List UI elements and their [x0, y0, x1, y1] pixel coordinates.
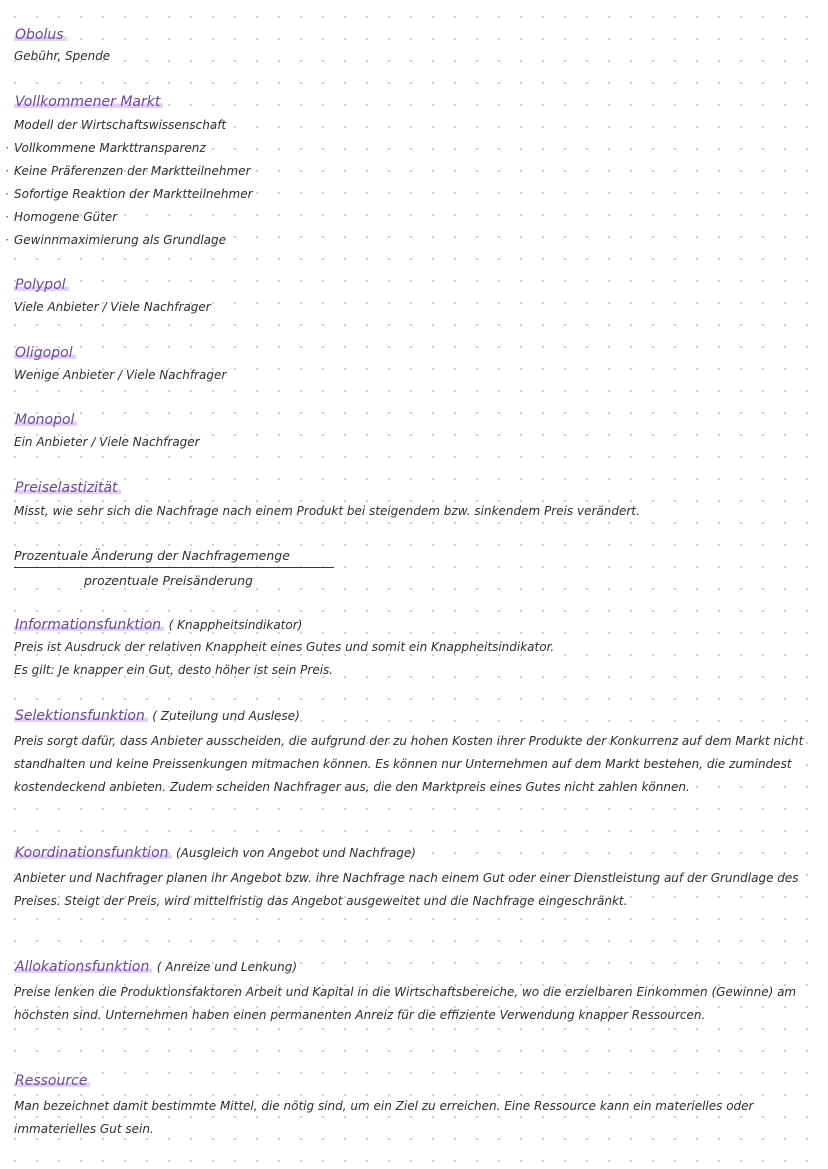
text-ressource: Man bezeichnet damit bestimmte Mittel, die nötig sind, um ein Ziel zu erreichen. Eine Ressource kann ein materielles oder immaterielles Gut sein. [14, 1099, 754, 1136]
subtitle-informationsfunktion: ( Knappheitsindikator) [168, 618, 303, 632]
heading-informationsfunktion: Informationsfunktion ( Knappheitsindikator) [15, 617, 303, 633]
markt-line-3: · Keine Präferenzen der Marktteilnehmer [14, 163, 251, 179]
text-preiselastizitaet: Misst, wie sehr sich die Nachfrage nach einem Produkt bei steigendem bzw. sinkendem Preis verändert. [14, 504, 640, 518]
markt-line-4: · Sofortige Reaktion der Marktteilnehmer [14, 186, 253, 202]
heading-selektionsfunktion: Selektionsfunktion ( Zuteilung und Auslese) [15, 708, 300, 724]
heading-allokationsfunktion: Allokationsfunktion ( Anreize und Lenkung) [15, 959, 298, 975]
heading-ressource: Ressource [14, 1072, 90, 1090]
markt-line-2: · Vollkommene Markttransparenz [14, 140, 206, 156]
subtitle-allokationsfunktion: ( Anreize und Lenkung) [156, 960, 298, 974]
markt-line-5: · Homogene Güter [14, 209, 117, 225]
information-line-1: Preis ist Ausdruck der relativen Knappheit eines Gutes und somit ein Knappheitsindikator. [14, 640, 555, 654]
heading-preiselastizitaet: Preiselastizität [14, 479, 121, 497]
formula-numerator: Prozentuale Änderung der Nachfragemenge [14, 548, 290, 563]
markt-line-1: Modell der Wirtschaftswissenschaft [14, 118, 227, 132]
heading-polypol: Polypol [14, 276, 69, 294]
heading-obolus: Obolus [14, 26, 67, 44]
markt-line-6: · Gewinnmaximierung als Grundlage [14, 232, 226, 248]
fraction-line [14, 567, 334, 568]
text-koordinationsfunktion: Anbieter und Nachfrager planen ihr Angebot bzw. ihre Nachfrage nach einem Gut oder einer Dienstleistung auf der Grundlage des Preises. Steigt der Preis, wird mittelfristig das Angebot ausgeweitet und die Nachfrage eingeschränkt. [14, 871, 799, 908]
heading-koordinationsfunktion: Koordinationsfunktion (Ausgleich von Angebot und Nachfrage) [15, 845, 416, 861]
heading-vollkommener-markt: Vollkommener Markt [14, 93, 163, 111]
text-obolus: Gebühr, Spende [14, 49, 111, 63]
heading-monopol: Monopol [14, 411, 77, 429]
subtitle-selektionsfunktion: ( Zuteilung und Auslese) [152, 709, 300, 723]
text-monopol: Ein Anbieter / Viele Nachfrager [14, 435, 200, 449]
text-selektionsfunktion: Preis sorgt dafür, dass Anbieter ausscheiden, die aufgrund der zu hohen Kosten ihrer Produkte der Konkurrenz auf dem Markt nicht standhalten und keine Preissenkungen mitmachen können. Es können nur Unternehmen auf dem Markt bestehen, die zumindest kostendeckend anbieten. Zudem scheiden Nachfrager aus, die den Marktpreis eines Gutes nicht zahlen können. [14, 734, 804, 794]
information-line-2: Es gilt: Je knapper ein Gut, desto höher ist sein Preis. [14, 663, 334, 677]
formula-denominator: prozentuale Preisänderung [84, 573, 253, 588]
heading-oligopol: Oligopol [14, 344, 76, 362]
text-polypol: Viele Anbieter / Viele Nachfrager [14, 300, 211, 314]
subtitle-koordinationsfunktion: (Ausgleich von Angebot und Nachfrage) [175, 846, 416, 860]
text-allokationsfunktion: Preise lenken die Produktionsfaktoren Arbeit und Kapital in die Wirtschaftsbereiche, wo die erzielbaren Einkommen (Gewinne) am höchsten sind. Unternehmen haben einen permanenten Anreiz für die effiziente Verwendung knapper Ressourcen. [14, 985, 797, 1022]
text-oligopol: Wenige Anbieter / Viele Nachfrager [14, 368, 227, 382]
